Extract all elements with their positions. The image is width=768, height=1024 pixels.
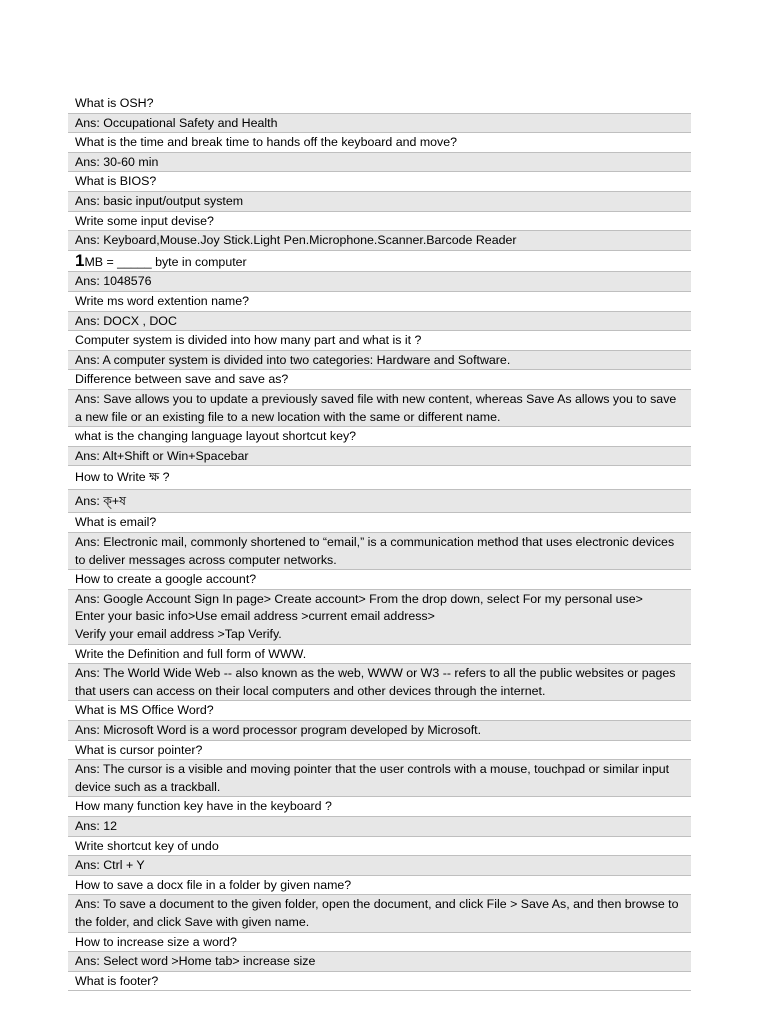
question-row: How to create a google account?	[68, 570, 691, 590]
answer-row: Ans: A computer system is divided into two categories: Hardware and Software.	[68, 351, 691, 371]
answer-row: Ans: ক্+ষ	[68, 490, 691, 514]
question-row: what is the changing language layout shortcut key?	[68, 427, 691, 447]
question-row: What is MS Office Word?	[68, 701, 691, 721]
answer-line: Ans: Google Account Sign In page> Create account> From the drop down, select For my personal use>	[75, 591, 643, 606]
answer-row: Ans: To save a document to the given folder, open the document, and click File > Save As, and then browse to the folder, and click Save with given name.	[68, 895, 691, 932]
question-row	[68, 251, 691, 273]
answer-row: Ans: 1048576	[68, 272, 691, 292]
question-text: MB = _____ byte in computer	[84, 254, 247, 269]
question-row: What is BIOS?	[68, 172, 691, 192]
qa-table	[68, 93, 691, 991]
answer-row: Ans: Occupational Safety and Health	[68, 114, 691, 134]
question-row: Difference between save and save as?	[68, 370, 691, 390]
answer-line: Enter your basic info>Use email address >current email address>	[75, 609, 435, 624]
question-row: How many function key have in the keyboard ?	[68, 797, 691, 817]
question-lead-digit: 1	[75, 250, 85, 270]
question-row: What is footer?	[68, 972, 691, 992]
question-row: What is the time and break time to hands off the keyboard and move?	[68, 133, 691, 153]
answer-row: Ans: 12	[68, 817, 691, 837]
answer-row: Ans: The World Wide Web -- also known as the web, WWW or W3 -- refers to all the public websites or pages that users can access on their local computers and other devices through the internet.	[68, 664, 691, 701]
answer-row	[68, 590, 691, 645]
question-row: How to Write ক্ষ ?	[68, 466, 691, 490]
answer-row: Ans: Keyboard,Mouse.Joy Stick.Light Pen.Microphone.Scanner.Barcode Reader	[68, 231, 691, 251]
answer-row: Ans: Select word >Home tab> increase size	[68, 952, 691, 972]
answer-row: Ans: Ctrl + Y	[68, 856, 691, 876]
answer-row: Ans: Alt+Shift or Win+Spacebar	[68, 447, 691, 467]
answer-line: Verify your email address >Tap Verify.	[75, 627, 282, 642]
question-row: Computer system is divided into how many part and what is it ?	[68, 331, 691, 351]
question-row: Write ms word extention name?	[68, 292, 691, 312]
answer-row: Ans: basic input/output system	[68, 192, 691, 212]
question-row: What is OSH?	[68, 94, 691, 114]
question-row: How to save a docx file in a folder by given name?	[68, 876, 691, 896]
question-row: What is cursor pointer?	[68, 741, 691, 761]
question-row: Write shortcut key of undo	[68, 837, 691, 857]
question-row: How to increase size a word?	[68, 933, 691, 953]
question-row: What is email?	[68, 513, 691, 533]
answer-row: Ans: 30-60 min	[68, 153, 691, 173]
question-row: Write some input devise?	[68, 212, 691, 232]
question-row: Write the Definition and full form of WWW.	[68, 645, 691, 665]
answer-row: Ans: Electronic mail, commonly shortened to “email,” is a communication method that uses electronic devices to deliver messages across computer networks.	[68, 533, 691, 570]
answer-row: Ans: The cursor is a visible and moving pointer that the user controls with a mouse, touchpad or similar input device such as a trackball.	[68, 760, 691, 797]
answer-row: Ans: DOCX , DOC	[68, 312, 691, 332]
answer-row: Ans: Microsoft Word is a word processor program developed by Microsoft.	[68, 721, 691, 741]
answer-row: Ans: Save allows you to update a previously saved file with new content, whereas Save As allows you to save a new file or an existing file to a new location with the same or different name.	[68, 390, 691, 427]
